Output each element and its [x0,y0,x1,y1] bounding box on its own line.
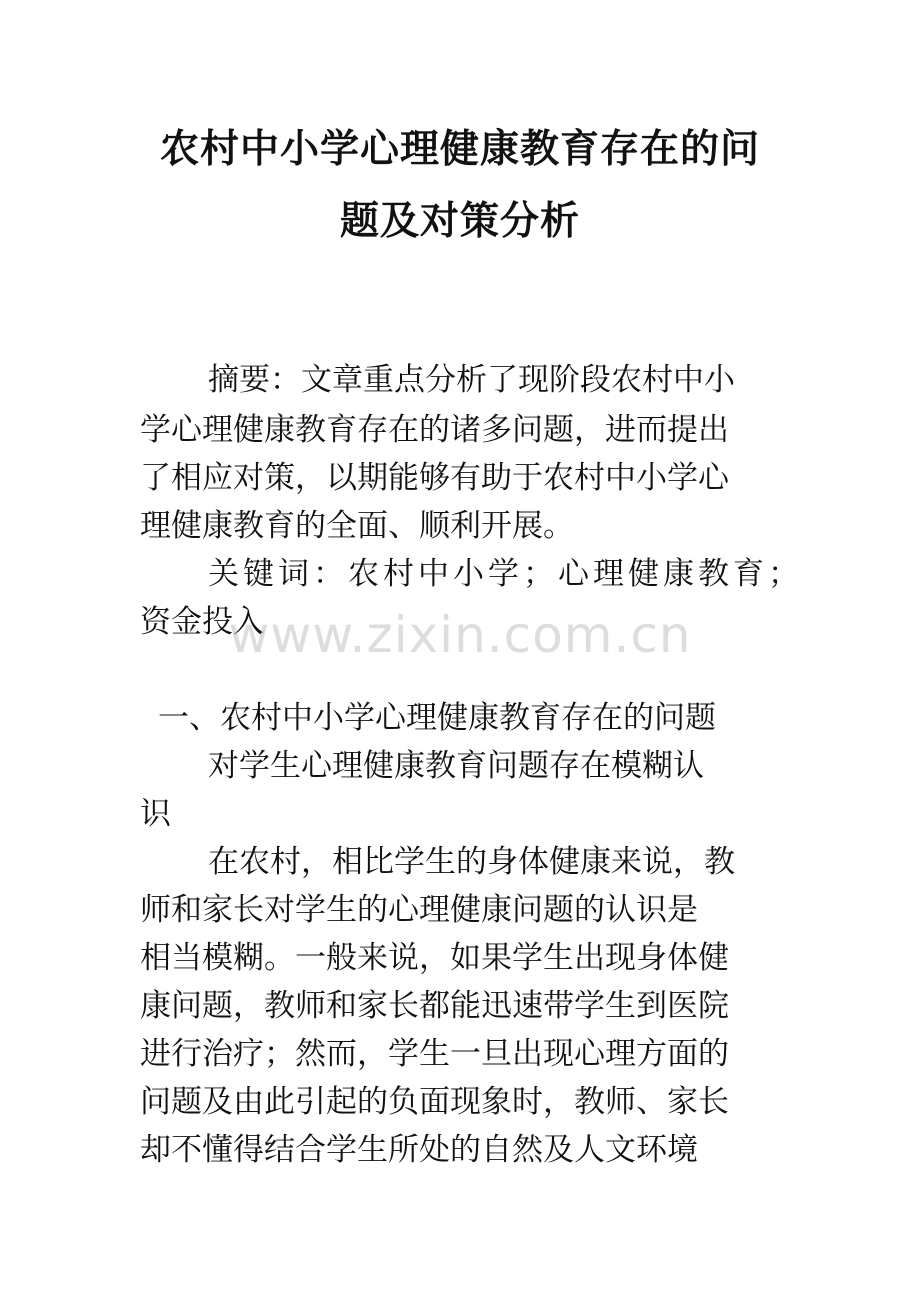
subheading-line-1: 对学生心理健康教育问题存在模糊认 [208,748,704,784]
abstract-line-4: 理健康教育的全面、顺利开展。 [140,508,574,544]
body-line-4: 康问题，教师和家长都能迅速带学生到医院 [140,988,729,1024]
body-line-1: 在农村，相比学生的身体健康来说，教 [208,844,735,880]
keywords-line-2: 资金投入 [140,604,264,640]
document-title-line-1: 农村中小学心理健康教育存在的问 [159,127,760,172]
body-line-6: 问题及由此引起的负面现象时，教师、家长 [140,1084,729,1120]
abstract-line-1: 摘要：文章重点分析了现阶段农村中小 [208,362,735,398]
subheading-line-2: 识 [140,796,171,832]
body-line-3: 相当模糊。一般来说，如果学生出现身体健 [140,940,729,976]
abstract-line-3: 了相应对策，以期能够有助于农村中小学心 [140,460,729,496]
keywords-line-1: 关键词：农村中小学；心理健康教育； [208,556,803,592]
body-line-2: 师和家长对学生的心理健康问题的认识是 [140,892,698,928]
section-heading: 一、农村中小学心理健康教育存在的问题 [158,700,716,736]
body-line-7: 却不懂得结合学生所处的自然及人文环境 [140,1132,698,1168]
watermark-text: www.zixin.com.cn [228,606,692,664]
document-title-line-2: 题及对策分析 [339,199,580,244]
body-line-5: 进行治疗；然而，学生一旦出现心理方面的 [140,1036,729,1072]
abstract-line-2: 学心理健康教育存在的诸多问题，进而提出 [140,412,729,448]
